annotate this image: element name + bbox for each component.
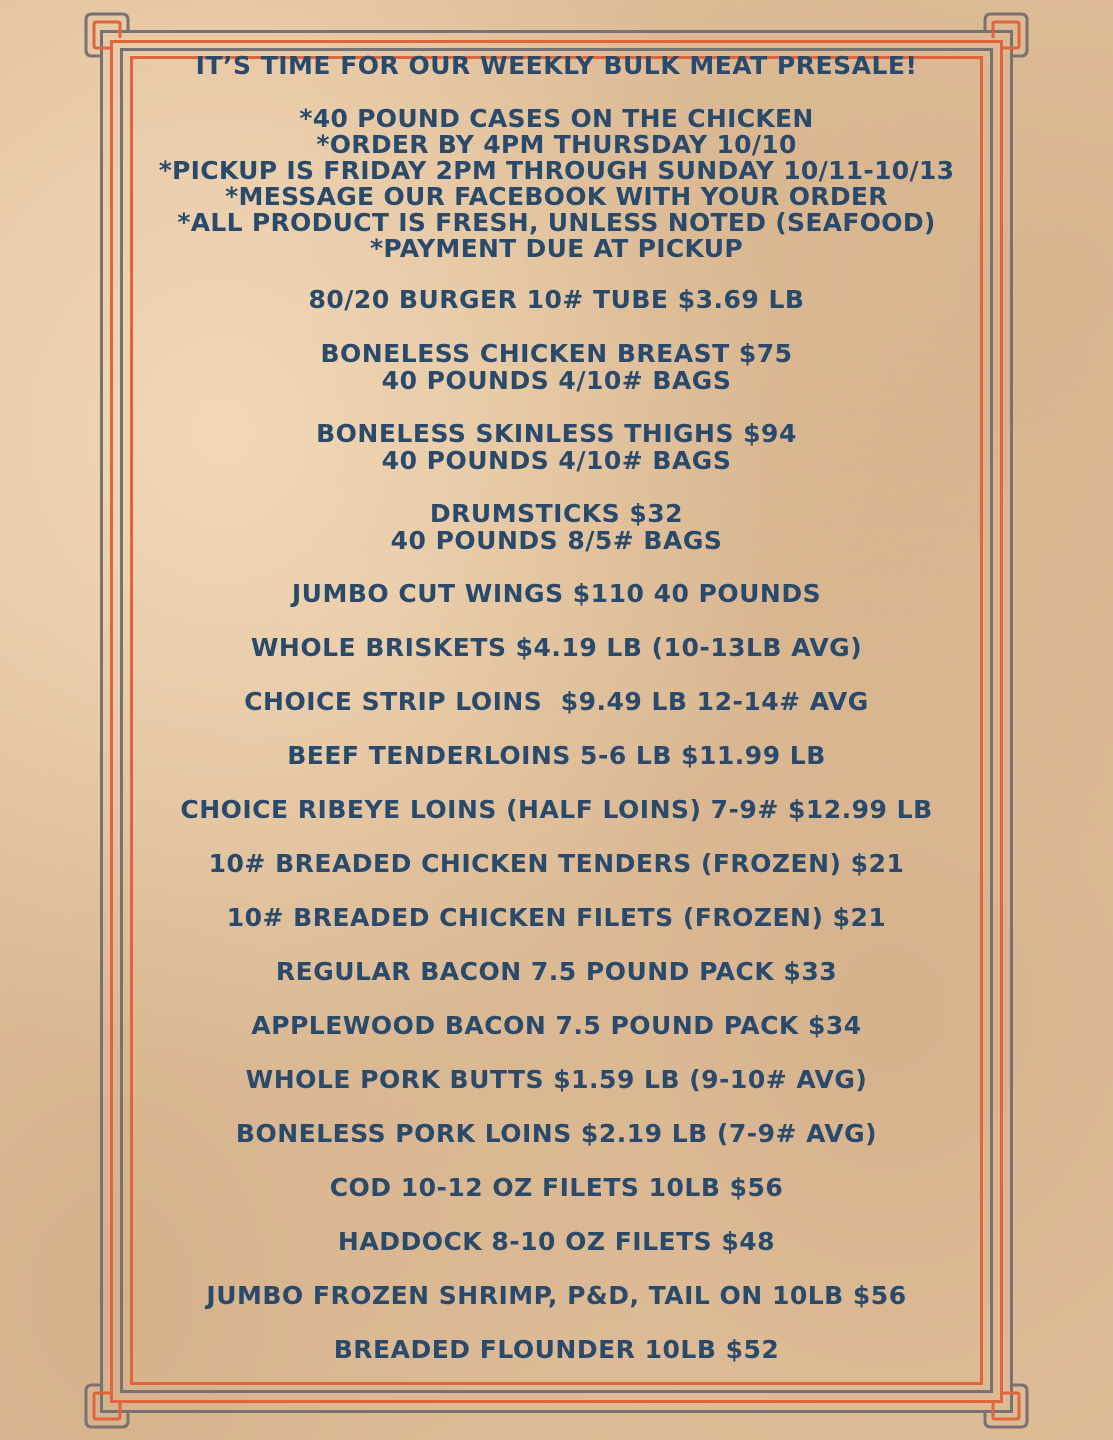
note-line: *40 POUND CASES ON THE CHICKEN [299, 104, 814, 133]
product-item [120, 1012, 993, 1039]
product-line: BONELESS PORK LOINS $2.19 LB (7-9# AVG) [235, 1119, 878, 1148]
product-item [120, 904, 993, 931]
product-line: DRUMSTICKS $32 [429, 499, 684, 528]
note-line: *MESSAGE OUR FACEBOOK WITH YOUR ORDER [225, 182, 888, 211]
product-item [120, 340, 993, 394]
product-item [120, 958, 993, 985]
product-item [120, 742, 993, 769]
product-item [120, 1174, 993, 1201]
headline: IT’S TIME FOR OUR WEEKLY BULK MEAT PRESALE! [195, 51, 918, 80]
product-line: CHOICE RIBEYE LOINS (HALF LOINS) 7-9# $12.99 LB [180, 795, 933, 824]
product-item [120, 286, 993, 313]
product-line: BEEF TENDERLOINS 5-6 LB $11.99 LB [287, 741, 826, 770]
product-line: BONELESS SKINLESS THIGHS $94 [316, 419, 797, 448]
product-line: JUMBO CUT WINGS $110 40 POUNDS [291, 579, 822, 608]
product-line: HADDOCK 8-10 OZ FILETS $48 [337, 1227, 776, 1256]
product-item [120, 1228, 993, 1255]
product-detail: 40 POUNDS 8/5# BAGS [390, 526, 723, 555]
product-item [120, 420, 993, 474]
product-item [120, 500, 993, 554]
product-line: 10# BREADED CHICKEN FILETS (FROZEN) $21 [226, 903, 887, 932]
product-list [120, 286, 993, 1363]
product-line: BONELESS CHICKEN BREAST $75 [320, 339, 793, 368]
product-item [120, 1120, 993, 1147]
product-item [120, 1336, 993, 1363]
product-item [120, 580, 993, 607]
product-detail: 40 POUNDS 4/10# BAGS [381, 446, 732, 475]
product-line: REGULAR BACON 7.5 POUND PACK $33 [275, 957, 838, 986]
product-line: WHOLE PORK BUTTS $1.59 LB (9-10# AVG) [245, 1065, 868, 1094]
presale-flyer [120, 50, 993, 1390]
product-item [120, 850, 993, 877]
product-line: WHOLE BRISKETS $4.19 LB (10-13LB AVG) [250, 633, 863, 662]
product-item [120, 688, 993, 715]
product-item [120, 1282, 993, 1309]
product-line: JUMBO FROZEN SHRIMP, P&D, TAIL ON 10LB $56 [206, 1281, 907, 1310]
product-item [120, 1066, 993, 1093]
note-line: *PICKUP IS FRIDAY 2PM THROUGH SUNDAY 10/11-10/13 [158, 156, 955, 185]
product-line: 10# BREADED CHICKEN TENDERS (FROZEN) $21 [208, 849, 905, 878]
product-item [120, 634, 993, 661]
note-line: *ALL PRODUCT IS FRESH, UNLESS NOTED (SEAFOOD) [177, 208, 936, 237]
note-line: *PAYMENT DUE AT PICKUP [370, 234, 743, 263]
presale-notes [120, 106, 993, 262]
product-line: APPLEWOOD BACON 7.5 POUND PACK $34 [251, 1011, 862, 1040]
product-line: COD 10-12 OZ FILETS 10LB $56 [329, 1173, 784, 1202]
note-line: *ORDER BY 4PM THURSDAY 10/10 [316, 130, 797, 159]
product-line: BREADED FLOUNDER 10LB $52 [333, 1335, 780, 1364]
product-detail: 40 POUNDS 4/10# BAGS [381, 366, 732, 395]
product-line: 80/20 BURGER 10# TUBE $3.69 LB [308, 285, 805, 314]
product-item [120, 796, 993, 823]
product-line: CHOICE STRIP LOINS $9.49 LB 12-14# AVG [244, 687, 869, 716]
